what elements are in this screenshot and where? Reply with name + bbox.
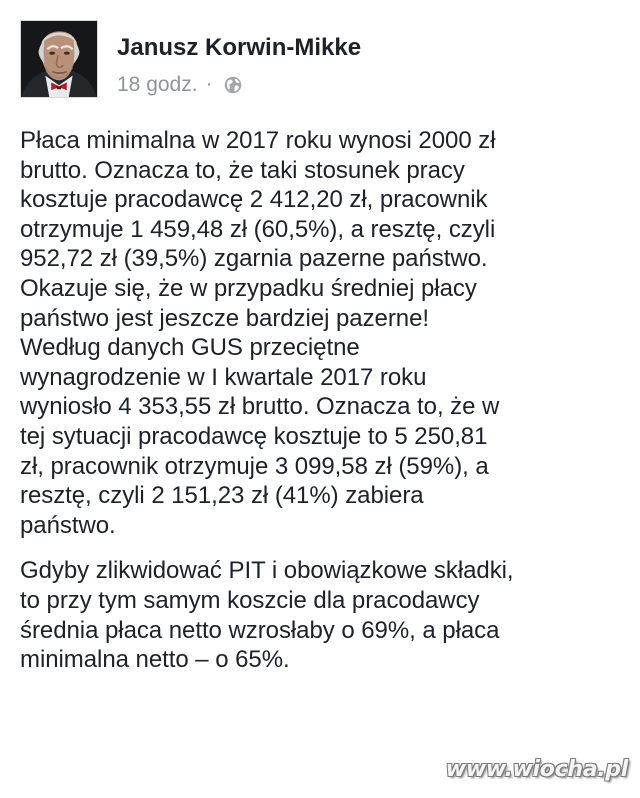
site-watermark: www.wiocha.pl	[445, 757, 628, 782]
post-paragraph-1: Płaca minimalna w 2017 roku wynosi 2000 zł brutto. Oznacza to, że taki stosunek pracy kosztuje pracodawcę 2 412,20 zł, pracownik otrzymuje 1 459,48 zł (60,5%), a resztę, czyli 952,72 zł (39,5%) zgarnia pazerne państwo. Okazuje się, że w przypadku średniej płacy państwo jest jeszcze bardziej pazerne! Według danych GUS przeciętne wynagrodzenie w I kwartale 2017 roku wyniosło 4 353,55 zł brutto. Oznacza to, że w tej sytuacji pracodawcę kosztuje to 5 250,81 zł, pracownik otrzymuje 3 099,58 zł (59%), a resztę, czyli 2 151,23 zł (41%) zabiera państwo.	[20, 127, 500, 539]
author-name[interactable]: Janusz Korwin-Mikke	[117, 34, 362, 61]
author-portrait-image	[21, 21, 97, 97]
author-avatar[interactable]	[20, 20, 98, 98]
globe-icon[interactable]	[223, 75, 243, 95]
post-timestamp[interactable]: 18 godz.	[117, 73, 198, 96]
post-paragraph-2: Gdyby zlikwidować PIT i obowiązkowe składki, to przy tym samym koszcie dla pracodawcy średnia płaca netto wzrosłaby o 69%, a płaca minimalna netto – o 65%.	[20, 557, 514, 674]
post-meta	[117, 70, 243, 100]
meta-separator: ·	[205, 73, 213, 95]
post-body	[20, 126, 632, 675]
